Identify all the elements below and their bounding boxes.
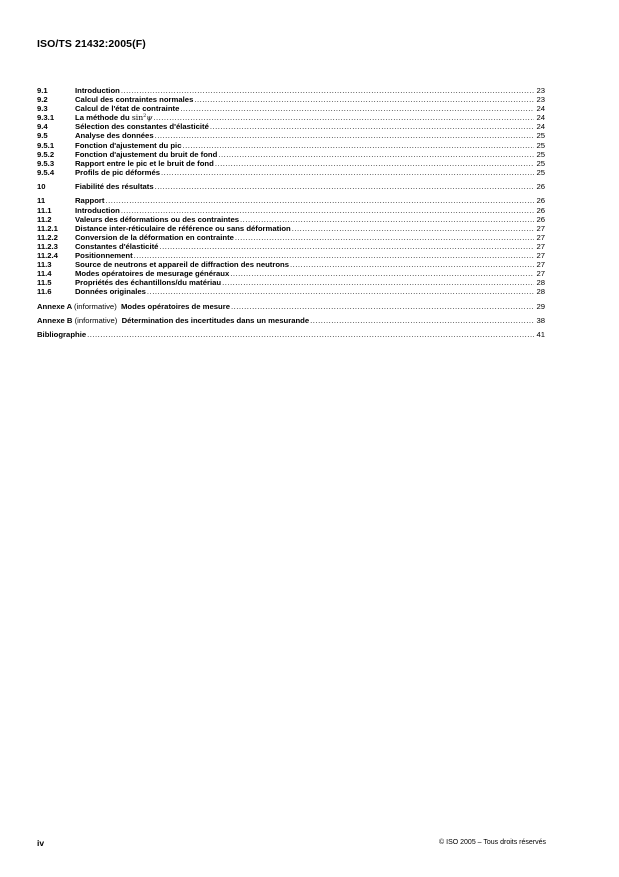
toc-entry-page: 25 [536, 149, 545, 159]
toc-entry-page: 25 [536, 167, 545, 177]
toc-entry-page: 29 [536, 301, 545, 311]
toc-entry-title: Sélection des constantes d'élasticité [75, 122, 209, 132]
annex-type: (informative) [74, 315, 118, 325]
dot-leader [310, 316, 534, 325]
annex-name: Détermination des incertitudes dans un mesurande [121, 315, 310, 325]
toc-annex-title [37, 302, 230, 311]
toc-entry-number: 10 [37, 182, 46, 192]
toc-entry-page: 26 [536, 196, 545, 206]
toc-entry-number: 9.3 [37, 104, 48, 114]
dot-leader [231, 302, 534, 311]
dot-leader [230, 269, 534, 278]
toc-entry-number: 11.2.4 [37, 250, 58, 260]
table-of-contents [37, 86, 545, 339]
toc-entry-page: 25 [536, 158, 545, 168]
toc-entry-title [75, 113, 152, 122]
toc-entry-title-text: La méthode du [75, 113, 130, 123]
toc-entry-page: 28 [536, 278, 545, 288]
toc-entry-11-1[interactable] [37, 206, 545, 215]
toc-entry-page: 27 [536, 241, 545, 251]
toc-entry-page: 24 [536, 104, 545, 114]
toc-entry-number: 9.4 [37, 122, 48, 132]
toc-entry-number: 11.2.2 [37, 232, 58, 242]
dot-leader [155, 131, 534, 140]
toc-entry-title: Modes opératoires de mesurage généraux [75, 269, 230, 279]
toc-annex-title [37, 316, 309, 325]
annex-label: Annexe B [37, 315, 73, 325]
toc-entry-9-5-3[interactable] [37, 159, 545, 168]
toc-entry-page: 27 [536, 223, 545, 233]
toc-entry-title: Rapport entre le pic et le bruit de fond [75, 158, 214, 168]
toc-entry-page: 23 [536, 95, 545, 105]
toc-entry-page: 26 [536, 205, 545, 215]
math-variable: ψ [146, 113, 153, 123]
dot-leader [222, 278, 534, 287]
toc-entry-title: Fonction d'ajustement du pic [75, 140, 182, 150]
page-number: iv [37, 838, 45, 848]
toc-entry-number: 11.2.1 [37, 223, 58, 233]
dot-leader [87, 330, 534, 339]
document-id-header: ISO/TS 21432:2005(F) [37, 38, 146, 50]
dot-leader [159, 242, 534, 251]
toc-entry-11-4[interactable] [37, 269, 545, 278]
copyright-notice: © ISO 2005 – Tous droits réservés [439, 839, 546, 846]
toc-entry-title: Calcul des contraintes normales [75, 95, 194, 105]
toc-bibliography-title: Bibliographie [37, 330, 87, 340]
dot-leader [218, 150, 534, 159]
toc-entry-title: Calcul de l'état de contrainte [75, 104, 180, 114]
toc-bibliography[interactable] [37, 330, 545, 339]
toc-entry-number: 9.2 [37, 95, 48, 105]
toc-entry-page: 25 [536, 140, 545, 150]
toc-entry-page: 41 [536, 330, 545, 340]
toc-entry-page: 27 [536, 232, 545, 242]
toc-entry-title: Constantes d'élasticité [75, 241, 159, 251]
dot-leader [235, 233, 534, 242]
toc-entry-11-6[interactable] [37, 287, 545, 296]
annex-label: Annexe A [37, 301, 72, 311]
dot-leader [105, 196, 534, 205]
toc-entry-11[interactable] [37, 196, 545, 205]
toc-entry-11-2[interactable] [37, 215, 545, 224]
toc-entry-9-5[interactable] [37, 131, 545, 140]
toc-entry-11-2-2[interactable] [37, 233, 545, 242]
dot-leader [210, 122, 534, 131]
toc-entry-11-2-4[interactable] [37, 251, 545, 260]
toc-entry-page: 26 [536, 182, 545, 192]
toc-entry-11-5[interactable] [37, 278, 545, 287]
toc-entry-number: 9.5.2 [37, 149, 55, 159]
toc-entry-title: Fonction d'ajustement du bruit de fond [75, 149, 218, 159]
dot-leader [215, 159, 534, 168]
dot-leader [161, 168, 534, 177]
toc-entry-page: 24 [536, 122, 545, 132]
toc-entry-9-5-2[interactable] [37, 150, 545, 159]
annex-type: (informative) [74, 301, 117, 311]
toc-entry-number: 11.6 [37, 287, 52, 297]
toc-entry-title: Source de neutrons et appareil de diffraction des neutrons [75, 260, 290, 270]
math-function: sin [131, 113, 144, 123]
toc-entry-number: 11.2.3 [37, 241, 58, 251]
toc-entry-number: 11.2 [37, 214, 52, 224]
toc-entry-9-5-1[interactable] [37, 141, 545, 150]
toc-entry-title: Conversion de la déformation en contrainte [75, 232, 234, 242]
toc-entry-number: 11.1 [37, 205, 52, 215]
toc-entry-title: Données originales [75, 287, 146, 297]
toc-entry-page: 25 [536, 131, 545, 141]
sin-squared-psi-formula [132, 113, 153, 122]
toc-entry-number: 11.3 [37, 260, 52, 270]
dot-leader [240, 215, 534, 224]
toc-entry-title: Fiabilité des résultats [75, 182, 154, 192]
toc-entry-number: 9.3.1 [37, 113, 55, 123]
toc-entry-page: 28 [536, 287, 545, 297]
dot-leader [182, 141, 534, 150]
toc-entry-title: Introduction [75, 86, 120, 95]
toc-entry-number: 11.4 [37, 269, 52, 279]
toc-entry-11-2-1[interactable] [37, 224, 545, 233]
dot-leader [134, 251, 534, 260]
toc-entry-page: 27 [536, 269, 545, 279]
toc-entry-9-3[interactable] [37, 104, 545, 113]
dot-leader [180, 104, 534, 113]
dot-leader [290, 260, 534, 269]
toc-entry-number: 9.5 [37, 131, 48, 141]
toc-entry-number: 11.5 [37, 278, 52, 288]
dot-leader [147, 287, 534, 296]
toc-entry-11-3[interactable] [37, 260, 545, 269]
toc-annex-a[interactable] [37, 302, 545, 311]
toc-entry-9-3-1[interactable] [37, 113, 545, 122]
annex-name: Modes opératoires de mesure [121, 301, 230, 311]
toc-annex-b[interactable] [37, 316, 545, 325]
toc-entry-title: Profils de pic déformés [75, 167, 161, 177]
toc-entry-number: 9.5.4 [37, 167, 55, 177]
toc-entry-number: 9.1 [37, 86, 48, 95]
dot-leader [153, 113, 534, 122]
dot-leader [155, 182, 534, 191]
toc-entry-page: 24 [536, 113, 545, 123]
dot-leader [292, 224, 534, 233]
dot-leader [121, 86, 534, 95]
toc-entry-title: Rapport [75, 196, 105, 206]
dot-leader [194, 95, 534, 104]
toc-entry-title: Propriétés des échantillons/du matériau [75, 278, 222, 288]
toc-entry-page: 38 [536, 315, 545, 325]
toc-entry-title: Positionnement [75, 250, 133, 260]
toc-entry-9-1[interactable] [37, 86, 545, 95]
toc-entry-9-4[interactable] [37, 122, 545, 131]
toc-entry-page: 27 [536, 260, 545, 270]
toc-entry-11-2-3[interactable] [37, 242, 545, 251]
toc-entry-page: 23 [536, 86, 545, 95]
toc-entry-page: 26 [536, 214, 545, 224]
math-exponent: 2 [143, 113, 147, 120]
toc-entry-title: Distance inter-réticulaire de référence ou sans déformation [75, 223, 291, 233]
dot-leader [121, 206, 534, 215]
toc-entry-title: Introduction [75, 205, 120, 215]
toc-entry-number: 9.5.3 [37, 158, 55, 168]
toc-entry-number: 11 [37, 196, 46, 206]
toc-entry-10[interactable] [37, 182, 545, 191]
toc-entry-page: 27 [536, 250, 545, 260]
toc-entry-9-5-4[interactable] [37, 168, 545, 177]
toc-entry-number: 9.5.1 [37, 140, 55, 150]
toc-entry-title: Valeurs des déformations ou des contraintes [75, 214, 240, 224]
toc-entry-9-2[interactable] [37, 95, 545, 104]
toc-entry-title: Analyse des données [75, 131, 154, 141]
